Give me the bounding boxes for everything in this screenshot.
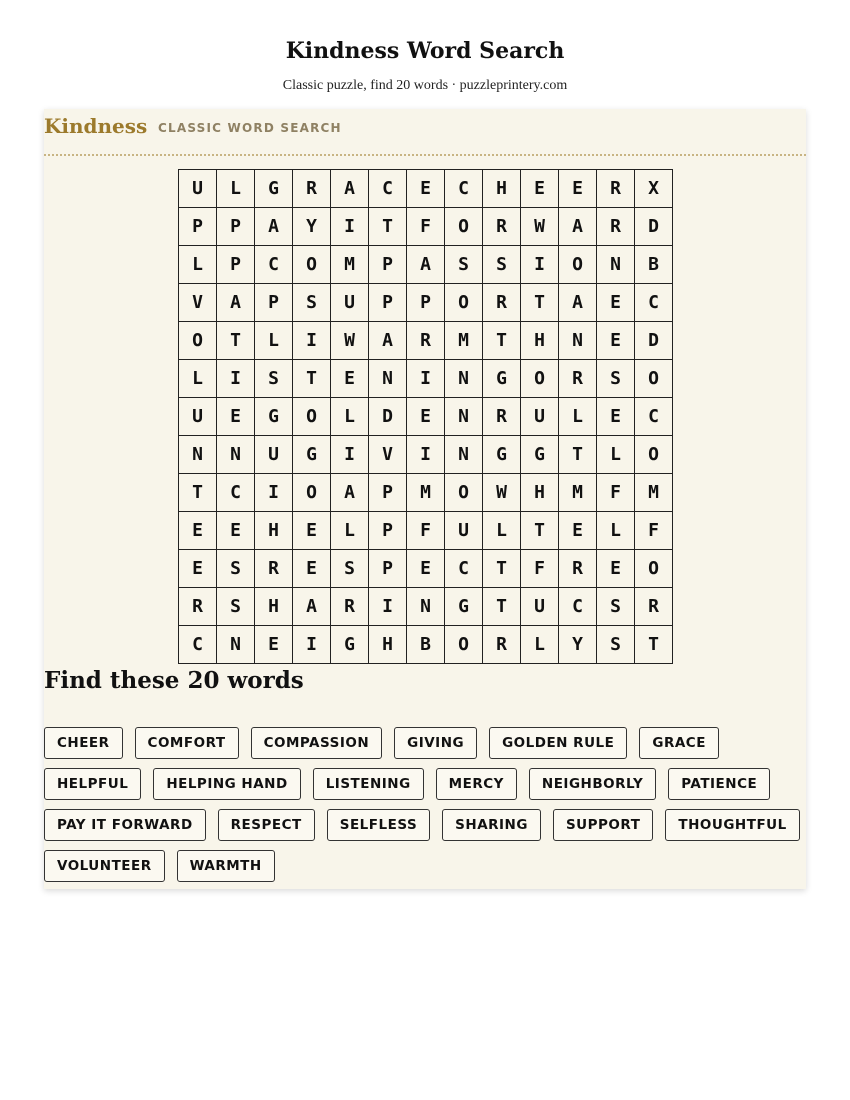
- grid-cell[interactable]: D: [369, 398, 407, 436]
- grid-cell[interactable]: C: [255, 246, 293, 284]
- grid-cell[interactable]: R: [559, 360, 597, 398]
- grid-cell[interactable]: H: [255, 512, 293, 550]
- grid-cell[interactable]: R: [483, 208, 521, 246]
- grid-cell[interactable]: R: [483, 284, 521, 322]
- grid-cell[interactable]: U: [179, 170, 217, 208]
- grid-cell[interactable]: E: [179, 550, 217, 588]
- grid-cell[interactable]: W: [483, 474, 521, 512]
- word-chip[interactable]: THOUGHTFUL: [665, 809, 799, 841]
- grid-cell[interactable]: L: [179, 246, 217, 284]
- grid-cell[interactable]: I: [255, 474, 293, 512]
- grid-cell[interactable]: E: [597, 398, 635, 436]
- grid-cell[interactable]: S: [293, 284, 331, 322]
- grid-cell[interactable]: E: [597, 322, 635, 360]
- grid-cell[interactable]: R: [255, 550, 293, 588]
- grid-cell[interactable]: N: [445, 436, 483, 474]
- grid-cell[interactable]: M: [559, 474, 597, 512]
- grid-cell[interactable]: O: [445, 626, 483, 664]
- grid-cell[interactable]: S: [483, 246, 521, 284]
- word-chip[interactable]: WARMTH: [177, 850, 275, 882]
- grid-cell[interactable]: O: [559, 246, 597, 284]
- grid-cell[interactable]: H: [369, 626, 407, 664]
- word-chip[interactable]: CHEER: [44, 727, 123, 759]
- grid-cell[interactable]: R: [597, 208, 635, 246]
- grid-cell[interactable]: T: [521, 512, 559, 550]
- grid-cell[interactable]: L: [597, 436, 635, 474]
- theme-title: Kindness: [44, 114, 148, 138]
- grid-cell[interactable]: S: [331, 550, 369, 588]
- grid-cell[interactable]: C: [369, 170, 407, 208]
- grid-cell[interactable]: A: [369, 322, 407, 360]
- word-chip[interactable]: MERCY: [436, 768, 517, 800]
- grid-cell[interactable]: N: [217, 436, 255, 474]
- grid-cell[interactable]: L: [179, 360, 217, 398]
- word-chip[interactable]: PAY IT FORWARD: [44, 809, 206, 841]
- grid-cell[interactable]: N: [217, 626, 255, 664]
- grid-cell[interactable]: T: [483, 588, 521, 626]
- grid-cell[interactable]: L: [559, 398, 597, 436]
- grid-cell[interactable]: W: [331, 322, 369, 360]
- grid-cell[interactable]: T: [293, 360, 331, 398]
- grid-cell[interactable]: R: [635, 588, 673, 626]
- page-subtitle: Classic puzzle, find 20 words · puzzleprintery.com: [282, 78, 568, 93]
- grid-cell[interactable]: R: [597, 170, 635, 208]
- grid-cell[interactable]: T: [483, 550, 521, 588]
- grid-cell[interactable]: N: [559, 322, 597, 360]
- grid-cell[interactable]: E: [331, 360, 369, 398]
- grid-cell[interactable]: I: [521, 246, 559, 284]
- grid-cell[interactable]: S: [217, 588, 255, 626]
- word-chip[interactable]: HELPFUL: [44, 768, 141, 800]
- grid-cell[interactable]: S: [597, 626, 635, 664]
- grid-cell[interactable]: Y: [559, 626, 597, 664]
- grid-cell[interactable]: T: [369, 208, 407, 246]
- grid-cell[interactable]: T: [521, 284, 559, 322]
- grid-cell[interactable]: I: [293, 626, 331, 664]
- grid-cell[interactable]: R: [331, 588, 369, 626]
- grid-cell[interactable]: E: [407, 398, 445, 436]
- grid-cell[interactable]: C: [179, 626, 217, 664]
- grid-cell[interactable]: L: [483, 512, 521, 550]
- grid-cell[interactable]: P: [369, 246, 407, 284]
- word-chip[interactable]: NEIGHBORLY: [529, 768, 656, 800]
- grid-cell[interactable]: R: [407, 322, 445, 360]
- grid-cell[interactable]: E: [217, 398, 255, 436]
- grid-cell[interactable]: G: [483, 436, 521, 474]
- grid-cell[interactable]: I: [331, 436, 369, 474]
- grid-cell[interactable]: R: [483, 626, 521, 664]
- grid-cell[interactable]: A: [331, 474, 369, 512]
- grid-cell[interactable]: R: [559, 550, 597, 588]
- grid-cell[interactable]: O: [521, 360, 559, 398]
- grid-cell[interactable]: O: [179, 322, 217, 360]
- grid-cell[interactable]: N: [597, 246, 635, 284]
- grid-cell[interactable]: T: [635, 626, 673, 664]
- grid-cell[interactable]: P: [369, 512, 407, 550]
- grid-cell[interactable]: N: [369, 360, 407, 398]
- word-chip[interactable]: SHARING: [442, 809, 541, 841]
- grid-cell[interactable]: P: [255, 284, 293, 322]
- grid-cell[interactable]: C: [635, 284, 673, 322]
- word-chip[interactable]: GOLDEN RULE: [489, 727, 627, 759]
- grid-cell[interactable]: A: [255, 208, 293, 246]
- grid-cell[interactable]: U: [331, 284, 369, 322]
- page-title: Kindness Word Search: [285, 38, 565, 64]
- grid-cell[interactable]: S: [255, 360, 293, 398]
- grid-cell[interactable]: E: [179, 512, 217, 550]
- grid-cell[interactable]: R: [483, 398, 521, 436]
- grid-cell[interactable]: P: [369, 284, 407, 322]
- grid-cell[interactable]: L: [331, 512, 369, 550]
- grid-cell[interactable]: D: [635, 208, 673, 246]
- grid-cell[interactable]: E: [597, 550, 635, 588]
- grid-cell[interactable]: T: [217, 322, 255, 360]
- grid-cell[interactable]: T: [483, 322, 521, 360]
- grid-cell[interactable]: E: [255, 626, 293, 664]
- grid-cell[interactable]: P: [369, 550, 407, 588]
- grid-cell[interactable]: G: [255, 398, 293, 436]
- grid-cell[interactable]: L: [217, 170, 255, 208]
- grid-cell[interactable]: O: [445, 208, 483, 246]
- grid-cell[interactable]: A: [217, 284, 255, 322]
- puzzle-type-label: CLASSIC WORD SEARCH: [158, 121, 342, 135]
- grid-cell[interactable]: O: [293, 398, 331, 436]
- grid-cell[interactable]: R: [179, 588, 217, 626]
- grid-cell[interactable]: Y: [293, 208, 331, 246]
- word-chip[interactable]: GIVING: [394, 727, 477, 759]
- grid-cell[interactable]: I: [217, 360, 255, 398]
- grid-cell[interactable]: S: [597, 360, 635, 398]
- grid-cell[interactable]: N: [445, 360, 483, 398]
- grid-cell[interactable]: H: [521, 322, 559, 360]
- grid-cell[interactable]: A: [293, 588, 331, 626]
- grid-cell[interactable]: O: [293, 474, 331, 512]
- grid-cell[interactable]: E: [521, 170, 559, 208]
- grid-cell[interactable]: M: [445, 322, 483, 360]
- word-chip[interactable]: SELFLESS: [327, 809, 430, 841]
- grid-cell[interactable]: N: [407, 588, 445, 626]
- grid-cell[interactable]: V: [369, 436, 407, 474]
- grid-cell[interactable]: G: [255, 170, 293, 208]
- grid-cell[interactable]: C: [559, 588, 597, 626]
- grid-cell[interactable]: E: [407, 170, 445, 208]
- word-chip[interactable]: GRACE: [639, 727, 719, 759]
- grid-cell[interactable]: E: [293, 512, 331, 550]
- puzzle-card: [44, 109, 806, 889]
- grid-cell[interactable]: H: [483, 170, 521, 208]
- word-chip[interactable]: COMPASSION: [251, 727, 383, 759]
- grid-cell[interactable]: B: [635, 246, 673, 284]
- grid-cell[interactable]: L: [255, 322, 293, 360]
- grid-cell[interactable]: O: [635, 436, 673, 474]
- word-chip[interactable]: PATIENCE: [668, 768, 770, 800]
- grid-cell[interactable]: S: [597, 588, 635, 626]
- grid-cell[interactable]: G: [293, 436, 331, 474]
- grid-cell[interactable]: O: [445, 284, 483, 322]
- grid-cell[interactable]: B: [407, 626, 445, 664]
- grid-cell[interactable]: R: [293, 170, 331, 208]
- grid-cell[interactable]: U: [445, 512, 483, 550]
- grid-cell[interactable]: C: [445, 550, 483, 588]
- grid-cell[interactable]: U: [255, 436, 293, 474]
- grid-cell[interactable]: N: [445, 398, 483, 436]
- grid-cell[interactable]: A: [407, 246, 445, 284]
- grid-cell[interactable]: C: [217, 474, 255, 512]
- grid-cell[interactable]: F: [521, 550, 559, 588]
- word-list-title: Find these 20 words: [44, 667, 304, 694]
- grid-cell[interactable]: E: [597, 284, 635, 322]
- grid-cell[interactable]: H: [521, 474, 559, 512]
- grid-cell[interactable]: P: [369, 474, 407, 512]
- grid-cell[interactable]: P: [217, 246, 255, 284]
- grid-cell[interactable]: C: [635, 398, 673, 436]
- grid-cell[interactable]: N: [179, 436, 217, 474]
- grid-cell[interactable]: D: [635, 322, 673, 360]
- grid-cell[interactable]: V: [179, 284, 217, 322]
- grid-cell[interactable]: P: [217, 208, 255, 246]
- grid-cell[interactable]: X: [635, 170, 673, 208]
- word-chip[interactable]: HELPING HAND: [153, 768, 300, 800]
- grid-cell[interactable]: E: [217, 512, 255, 550]
- grid-cell[interactable]: I: [407, 436, 445, 474]
- grid-cell[interactable]: G: [331, 626, 369, 664]
- word-chip[interactable]: COMFORT: [135, 727, 239, 759]
- word-chip[interactable]: VOLUNTEER: [44, 850, 165, 882]
- grid-cell[interactable]: O: [635, 550, 673, 588]
- grid-cell[interactable]: A: [559, 208, 597, 246]
- grid-cell[interactable]: I: [293, 322, 331, 360]
- grid-cell[interactable]: E: [559, 170, 597, 208]
- word-list: [44, 727, 806, 882]
- grid-cell[interactable]: F: [635, 512, 673, 550]
- letter-grid[interactable]: [178, 169, 673, 664]
- grid-cell[interactable]: G: [445, 588, 483, 626]
- grid-cell[interactable]: I: [331, 208, 369, 246]
- grid-cell[interactable]: P: [407, 284, 445, 322]
- grid-cell[interactable]: O: [445, 474, 483, 512]
- grid-cell[interactable]: M: [635, 474, 673, 512]
- grid-cell[interactable]: I: [407, 360, 445, 398]
- card-header: [44, 109, 806, 156]
- grid-cell[interactable]: U: [179, 398, 217, 436]
- grid-cell[interactable]: A: [331, 170, 369, 208]
- grid-cell[interactable]: G: [483, 360, 521, 398]
- grid-cell[interactable]: S: [217, 550, 255, 588]
- word-chip[interactable]: SUPPORT: [553, 809, 653, 841]
- grid-cell[interactable]: T: [179, 474, 217, 512]
- grid-cell[interactable]: E: [407, 550, 445, 588]
- grid-cell[interactable]: S: [445, 246, 483, 284]
- grid-cell[interactable]: O: [635, 360, 673, 398]
- grid-cell[interactable]: F: [597, 474, 635, 512]
- grid-cell[interactable]: H: [255, 588, 293, 626]
- grid-cell[interactable]: O: [293, 246, 331, 284]
- grid-cell[interactable]: E: [293, 550, 331, 588]
- grid-cell[interactable]: F: [407, 208, 445, 246]
- grid-cell[interactable]: P: [179, 208, 217, 246]
- grid-cell[interactable]: W: [521, 208, 559, 246]
- grid-cell[interactable]: M: [331, 246, 369, 284]
- grid-cell[interactable]: L: [331, 398, 369, 436]
- word-chip[interactable]: RESPECT: [218, 809, 315, 841]
- grid-cell[interactable]: A: [559, 284, 597, 322]
- grid-cell[interactable]: G: [521, 436, 559, 474]
- grid-cell[interactable]: I: [369, 588, 407, 626]
- grid-cell[interactable]: L: [521, 626, 559, 664]
- grid-cell[interactable]: M: [407, 474, 445, 512]
- grid-cell[interactable]: U: [521, 588, 559, 626]
- word-chip[interactable]: LISTENING: [313, 768, 424, 800]
- grid-cell[interactable]: C: [445, 170, 483, 208]
- grid-cell[interactable]: L: [597, 512, 635, 550]
- grid-cell[interactable]: U: [521, 398, 559, 436]
- grid-cell[interactable]: E: [559, 512, 597, 550]
- grid-cell[interactable]: F: [407, 512, 445, 550]
- grid-cell[interactable]: T: [559, 436, 597, 474]
